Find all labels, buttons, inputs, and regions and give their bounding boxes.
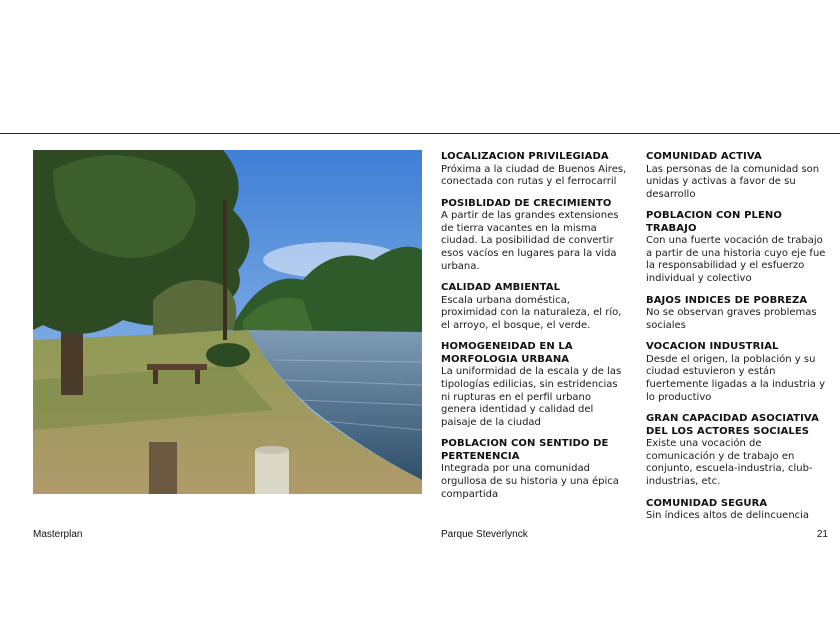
footer-project-label: Parque Steverlynck xyxy=(441,529,528,540)
feature-item xyxy=(646,210,830,285)
feature-text: Existe una vocación de comunicación y de trabajo en conjunto, escuela-industria, club-industrias, etc. xyxy=(646,438,813,487)
feature-title: BAJOS INDICES DE POBREZA xyxy=(646,294,808,306)
feature-title: POBLACION CON PLENO TRABAJO xyxy=(646,210,782,234)
feature-text: Escala urbana doméstica, proximidad con la naturaleza, el río, el arroyo, el bosque, el verde. xyxy=(441,294,622,331)
feature-title: POSIBLIDAD DE CRECIMIENTO xyxy=(441,197,612,209)
feature-title: POBLACION CON SENTIDO DE PERTENENCIA xyxy=(441,438,609,462)
feature-item xyxy=(646,413,830,488)
feature-text: No se observan graves problemas sociales xyxy=(646,307,817,331)
footer-section-label: Masterplan xyxy=(33,529,83,540)
page-number: 21 xyxy=(816,529,828,540)
feature-item xyxy=(441,438,627,501)
feature-title: COMUNIDAD ACTIVA xyxy=(646,151,762,162)
feature-text: Las personas de la comunidad son unidas y activas a favor de su desarrollo xyxy=(646,163,820,200)
feature-title: HOMOGENEIDAD EN LA MORFOLOGIA URBANA xyxy=(441,341,573,365)
feature-text: Próxima a la ciudad de Buenos Aires, conectada con rutas y el ferrocarril xyxy=(441,163,627,188)
features-column-left xyxy=(441,151,627,510)
feature-title: GRAN CAPACIDAD ASOCIATIVA DEL LOS ACTORES SOCIALES xyxy=(646,413,819,437)
feature-text: A partir de las grandes extensiones de tierra vacantes en la misma ciudad. La posibilidad de convertir esos vacíos en lugares para la vida urbana. xyxy=(441,210,619,272)
feature-item xyxy=(646,151,830,201)
features-column-right xyxy=(646,151,830,532)
feature-title: COMUNIDAD SEGURA xyxy=(646,497,768,509)
feature-title: VOCACION INDUSTRIAL xyxy=(646,341,779,353)
feature-item xyxy=(441,341,627,429)
header-divider xyxy=(0,133,840,134)
feature-item xyxy=(441,151,627,189)
feature-text: Desde el origen, la población y su ciudad estuvieron y están fuertemente ligadas a la industria y lo productivo xyxy=(646,353,826,403)
feature-text: Integrada por una comunidad orgullosa de su historia y una épica compartida xyxy=(441,463,619,500)
feature-text: Con una fuerte vocación de trabajo a partir de una historia cuyo eje fue la responsabilidad y el esfuerzo individual y colectivo xyxy=(646,235,826,285)
feature-item xyxy=(646,341,830,404)
feature-text: La uniformidad de la escala y de las tipologías edilicias, sin estridencias ni rupturas en el perfil urbano genera identidad y calidad del paisaje de la ciudad xyxy=(441,366,622,428)
feature-text: Sin índices altos de delincuencia xyxy=(646,510,810,522)
feature-item xyxy=(646,498,830,523)
feature-item xyxy=(441,198,627,273)
feature-title: CALIDAD AMBIENTAL xyxy=(441,282,561,294)
feature-title: LOCALIZACION PRIVILEGIADA xyxy=(441,151,609,162)
feature-item xyxy=(441,282,627,332)
feature-item xyxy=(646,295,830,333)
park-river-photo xyxy=(33,150,422,494)
